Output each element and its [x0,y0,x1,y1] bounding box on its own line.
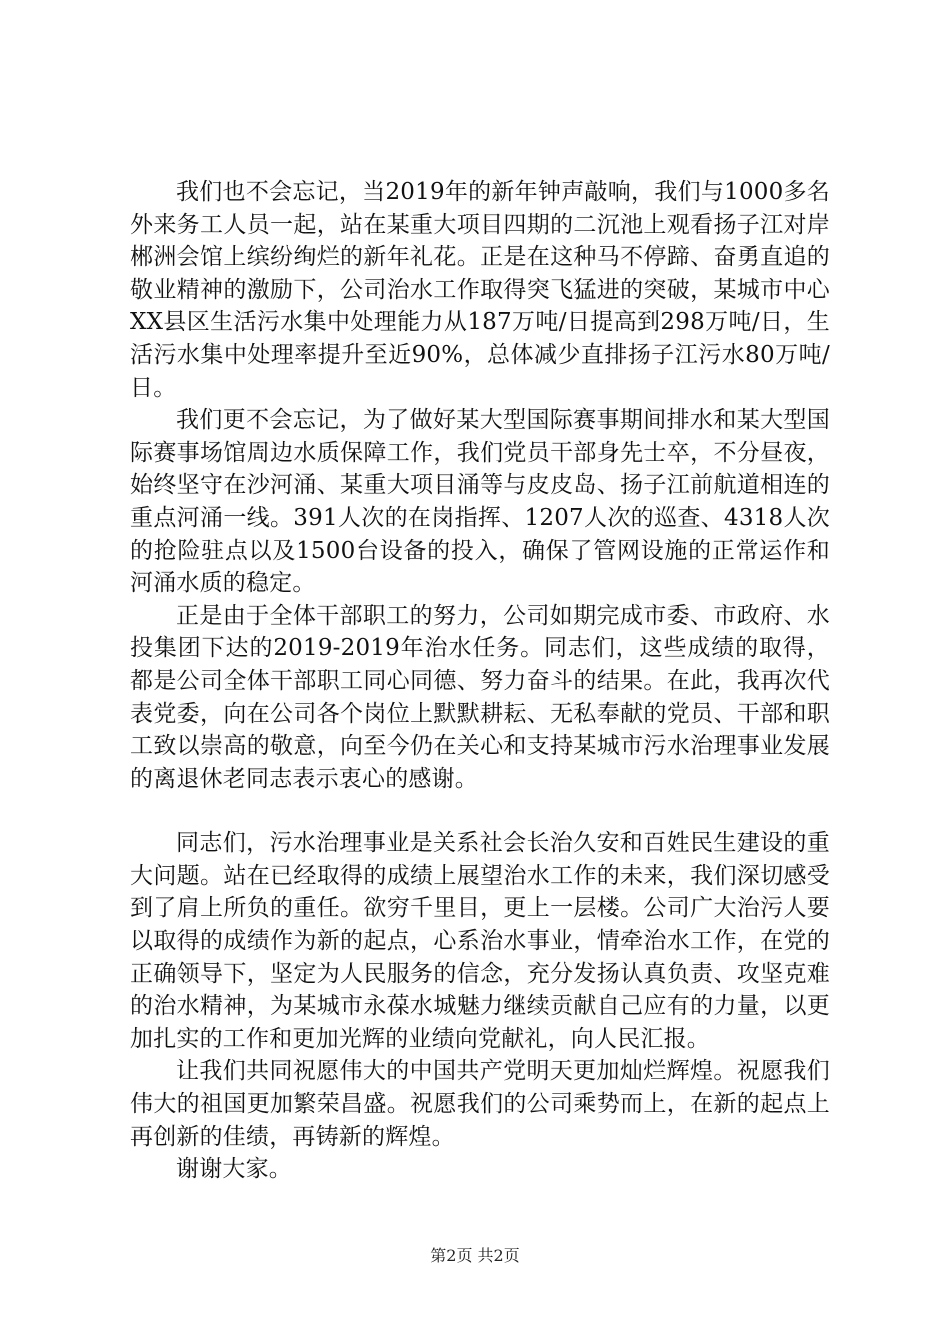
document-body [130,176,830,1186]
page-footer: 第2页 共2页 [430,1246,520,1265]
paragraph-new-year: 我们也不会忘记，当2019年的新年钟声敲响，我们与1000多名外来务工人员一起，站在某重大项目四期的二沉池上观看扬子江对岸郴洲会馆上缤纷绚烂的新年礼花。正是在这种马不停蹄、奋勇直追的敬业精神的激励下，公司治水工作取得突飞猛进的突破，某城市中心XX县区生活污水集中处理能力从187万吨/日提高到298万吨/日，生活污水集中处理率提升至近90%，总体减少直排扬子江污水80万吨/日。 [130,179,830,401]
paragraph-thanks: 谢谢大家。 [176,1156,292,1183]
paragraph-gap [130,795,830,827]
paragraph-event-support: 我们更不会忘记，为了做好某大型国际赛事期间排水和某大型国际赛事场馆周边水质保障工作，我们党员干部身先士卒，不分昼夜，始终坚守在沙河涌、某重大项目涌等与皮皮岛、扬子江前航道相连的重点河涌一线。391人次的在岗指挥、1207人次的巡查、4318人次的抢险驻点以及1500台设备的投入，确保了管网设施的正常运作和河涌水质的稳定。 [130,407,830,597]
paragraph-achievements: 正是由于全体干部职工的努力，公司如期完成市委、市政府、水投集团下达的2019-2019年治水任务。同志们，这些成绩的取得，都是公司全体干部职工同心同德、努力奋斗的结果。在此，我再次代表党委，向在公司各个岗位上默默耕耘、无私奉献的党员、干部和职工致以崇高的敬意，向至今仍在关心和支持某城市污水治理事业发展的离退休老同志表示衷心的感谢。 [130,602,830,792]
paragraph-wishes: 让我们共同祝愿伟大的中国共产党明天更加灿烂辉煌。祝愿我们伟大的祖国更加繁荣昌盛。祝愿我们的公司乘势而上，在新的起点上再创新的佳绩，再铸新的辉煌。 [130,1058,830,1150]
paragraph-future-outlook: 同志们，污水治理事业是关系社会长治久安和百姓民生建设的重大问题。站在已经取得的成绩上展望治水工作的未来，我们深切感受到了肩上所负的重任。欲穷千里目，更上一层楼。公司广大治污人要以取得的成绩作为新的起点，心系治水事业，情牵治水工作，在党的正确领导下，坚定为人民服务的信念，充分发扬认真负责、攻坚克难的治水精神，为某城市永葆水城魅力继续贡献自己应有的力量，以更加扎实的工作和更加光辉的业绩向党献礼，向人民汇报。 [130,830,830,1052]
